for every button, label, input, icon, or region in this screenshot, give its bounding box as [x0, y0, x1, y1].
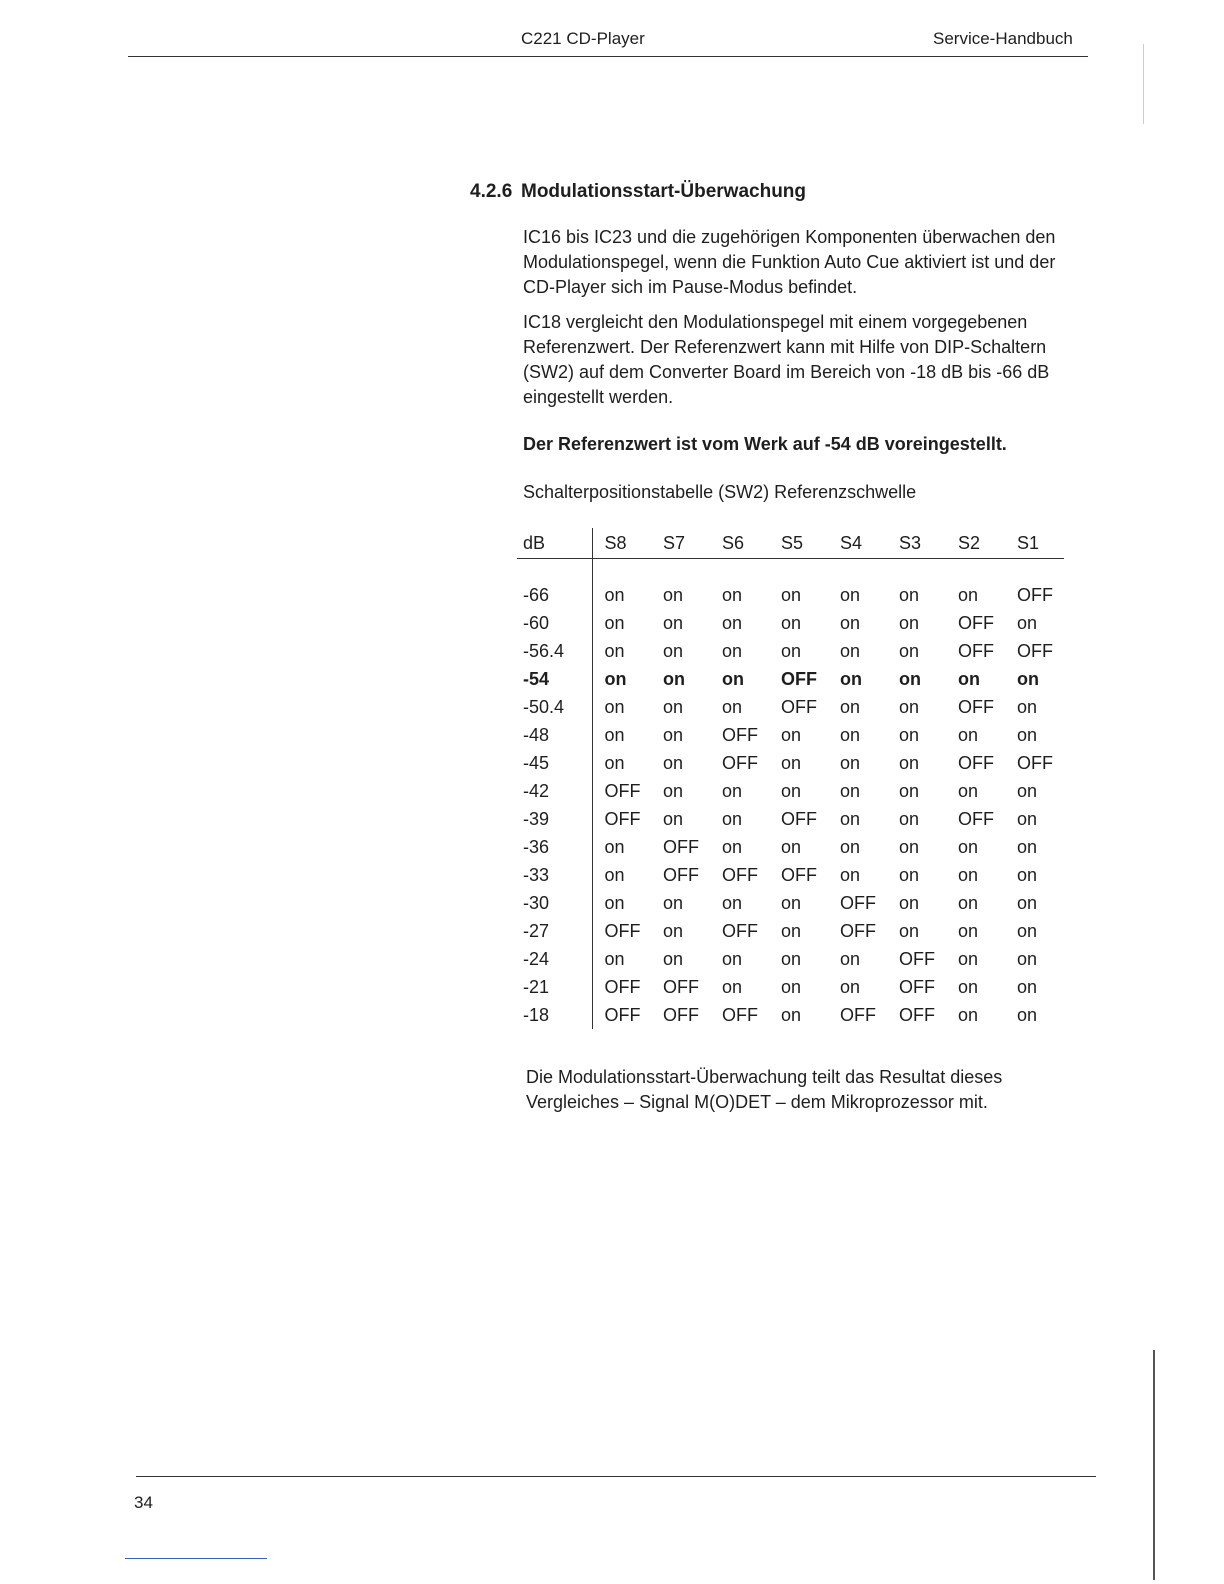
switch-state-cell: on	[958, 724, 979, 745]
switch-state-cell: OFF	[722, 864, 758, 885]
switch-state-cell: on	[604, 584, 625, 605]
db-value-cell: -24	[517, 945, 592, 973]
scan-edge-mark	[1153, 1350, 1155, 1580]
paragraph-factory-default: Der Referenzwert ist vom Werk auf -54 dB voreingestellt.	[523, 434, 1007, 454]
column-header-s4: S4	[828, 528, 887, 559]
switch-state-cell: OFF	[722, 920, 758, 941]
switch-state-cell: on	[899, 808, 920, 829]
db-value-cell: -39	[517, 805, 592, 833]
switch-state-cell: OFF	[663, 976, 699, 997]
db-value-cell: -33	[517, 861, 592, 889]
switch-state-cell: OFF	[663, 864, 699, 885]
table-row	[517, 805, 1064, 833]
switch-state-cell: on	[899, 640, 920, 661]
switch-state-cell: on	[604, 752, 625, 773]
switch-state-cell: on	[1017, 612, 1038, 633]
switch-state-cell: on	[663, 948, 684, 969]
switch-state-cell: on	[840, 864, 861, 885]
switch-state-cell: on	[1017, 892, 1038, 913]
table-row	[517, 917, 1064, 945]
switch-state-cell: OFF	[604, 808, 641, 829]
scan-edge-mark-top	[1143, 44, 1144, 124]
switch-state-cell: on	[781, 836, 802, 857]
db-value-cell: -21	[517, 973, 592, 1001]
db-value-cell: -54	[517, 665, 592, 693]
switch-state-cell: on	[958, 668, 980, 689]
switch-state-cell: on	[1017, 696, 1038, 717]
switch-state-cell: on	[781, 724, 802, 745]
switch-state-cell: on	[722, 808, 743, 829]
column-header-s5: S5	[769, 528, 828, 559]
switch-state-cell: OFF	[1017, 584, 1053, 605]
switch-state-cell: on	[899, 864, 920, 885]
db-value-cell: -36	[517, 833, 592, 861]
switch-state-cell: on	[663, 640, 684, 661]
switch-state-cell: on	[899, 584, 920, 605]
switch-state-cell: on	[840, 752, 861, 773]
table-row	[517, 581, 1064, 609]
switch-state-cell: on	[722, 640, 743, 661]
switch-state-cell: OFF	[1017, 752, 1053, 773]
switch-state-cell: on	[604, 948, 625, 969]
switch-state-cell: on	[722, 892, 743, 913]
switch-state-cell: OFF	[958, 612, 994, 633]
table-row	[517, 609, 1064, 637]
switch-state-cell: on	[1017, 668, 1039, 689]
switch-state-cell: on	[958, 948, 979, 969]
switch-state-cell: on	[958, 1004, 979, 1025]
switch-state-cell: on	[781, 780, 802, 801]
switch-state-cell: OFF	[899, 948, 935, 969]
switch-state-cell: on	[899, 892, 920, 913]
switch-state-cell: on	[840, 780, 861, 801]
switch-state-cell: on	[899, 668, 921, 689]
switch-state-cell: on	[781, 612, 802, 633]
switch-state-cell: on	[840, 948, 861, 969]
switch-state-cell: on	[722, 668, 744, 689]
switch-state-cell: on	[722, 780, 743, 801]
switch-state-cell: OFF	[958, 752, 994, 773]
db-value-cell: -27	[517, 917, 592, 945]
switch-state-cell: on	[1017, 976, 1038, 997]
switch-state-cell: OFF	[840, 892, 876, 913]
table-row	[517, 665, 1064, 693]
switch-state-cell: on	[958, 780, 979, 801]
switch-state-cell: OFF	[604, 920, 641, 941]
switch-state-cell: on	[840, 640, 861, 661]
switch-state-cell: on	[840, 976, 861, 997]
switch-state-cell: on	[958, 584, 979, 605]
switch-state-cell: on	[722, 976, 743, 997]
db-value-cell: -56.4	[517, 637, 592, 665]
switch-state-cell: on	[899, 780, 920, 801]
switch-state-cell: OFF	[958, 696, 994, 717]
table-caption: Schalterpositionstabelle (SW2) Referenzschwelle	[523, 482, 917, 502]
header-document-type: Service-Handbuch	[933, 29, 1073, 48]
column-header-db: dB	[517, 528, 592, 559]
switch-state-cell: OFF	[1017, 640, 1053, 661]
switch-state-cell: OFF	[840, 1004, 876, 1025]
switch-state-cell: on	[781, 948, 802, 969]
switch-state-cell: on	[840, 668, 862, 689]
column-header-s2: S2	[946, 528, 1005, 559]
switch-state-cell: on	[604, 668, 627, 689]
switch-state-cell: on	[663, 892, 684, 913]
header-rule	[128, 56, 1088, 57]
paragraph-intro: IC16 bis IC23 und die zugehörigen Komponenten überwachen den Modulationspegel, wenn die Funktion Auto Cue aktiviert ist und der CD-Player sich im Pause-Modus befindet.	[523, 227, 1056, 297]
switch-state-cell: on	[604, 836, 625, 857]
switch-state-cell: OFF	[663, 1004, 699, 1025]
switch-state-cell: OFF	[722, 1004, 758, 1025]
switch-state-cell: OFF	[604, 976, 641, 997]
switch-state-cell: on	[840, 696, 861, 717]
switch-state-cell: OFF	[781, 864, 817, 885]
paragraph-reference: IC18 vergleicht den Modulationspegel mit einem vorgegebenen Referenzwert. Der Referenzwert kann mit Hilfe von DIP-Schaltern (SW2) auf dem Converter Board im Bereich von -18 dB bis -66 dB eingestellt werden.	[523, 312, 1050, 407]
db-value-cell: -66	[517, 581, 592, 609]
switch-state-cell: on	[781, 1004, 802, 1025]
switch-state-cell: on	[663, 920, 684, 941]
switch-state-cell: on	[722, 948, 743, 969]
switch-state-cell: on	[663, 584, 684, 605]
switch-state-cell: on	[899, 920, 920, 941]
switch-state-cell: on	[604, 892, 625, 913]
switch-state-cell: on	[899, 612, 920, 633]
switch-state-cell: on	[604, 612, 625, 633]
table-spacer-row	[517, 559, 1064, 582]
column-header-s8: S8	[592, 528, 651, 559]
switch-position-table	[517, 528, 1064, 1029]
switch-state-cell: on	[604, 640, 625, 661]
switch-state-cell: on	[781, 976, 802, 997]
db-value-cell: -48	[517, 721, 592, 749]
switch-state-cell: on	[1017, 948, 1038, 969]
switch-state-cell: on	[1017, 1004, 1038, 1025]
table-row	[517, 777, 1064, 805]
switch-state-cell: on	[663, 808, 684, 829]
switch-state-cell: on	[958, 836, 979, 857]
db-value-cell: -60	[517, 609, 592, 637]
table-row	[517, 973, 1064, 1001]
switch-state-cell: on	[604, 864, 625, 885]
switch-state-cell: on	[663, 724, 684, 745]
table-row	[517, 833, 1064, 861]
db-value-cell: -18	[517, 1001, 592, 1029]
section-title: Modulationsstart-Überwachung	[521, 181, 807, 202]
switch-state-cell: OFF	[899, 1004, 935, 1025]
table-row	[517, 1001, 1064, 1029]
switch-state-cell: OFF	[781, 808, 817, 829]
switch-state-cell: on	[899, 836, 920, 857]
column-header-s6: S6	[710, 528, 769, 559]
switch-state-cell: OFF	[722, 752, 758, 773]
switch-state-cell: on	[1017, 780, 1038, 801]
db-value-cell: -42	[517, 777, 592, 805]
switch-state-cell: OFF	[781, 696, 817, 717]
switch-state-cell: on	[663, 696, 684, 717]
switch-state-cell: on	[958, 892, 979, 913]
table-row	[517, 861, 1064, 889]
switch-state-cell: OFF	[604, 1004, 641, 1025]
switch-state-cell: OFF	[840, 920, 876, 941]
switch-state-cell: on	[840, 836, 861, 857]
switch-state-cell: on	[1017, 724, 1038, 745]
table-row	[517, 945, 1064, 973]
table-row	[517, 889, 1064, 917]
footer-rule	[136, 1476, 1096, 1477]
section-number: 4.2.6	[470, 181, 513, 202]
db-value-cell: -30	[517, 889, 592, 917]
switch-state-cell: on	[899, 724, 920, 745]
column-header-s3: S3	[887, 528, 946, 559]
switch-state-cell: on	[1017, 808, 1038, 829]
table-row	[517, 749, 1064, 777]
table-header-row	[517, 528, 1064, 559]
switch-state-cell: on	[604, 724, 625, 745]
switch-state-cell: on	[1017, 920, 1038, 941]
switch-state-cell: on	[722, 696, 743, 717]
switch-state-cell: on	[840, 612, 861, 633]
db-value-cell: -45	[517, 749, 592, 777]
table-row	[517, 637, 1064, 665]
switch-state-cell: on	[781, 892, 802, 913]
switch-state-cell: on	[1017, 836, 1038, 857]
switch-state-cell: on	[840, 584, 861, 605]
switch-state-cell: OFF	[958, 640, 994, 661]
section-heading	[470, 181, 806, 203]
switch-state-cell: on	[663, 668, 685, 689]
table-row	[517, 693, 1064, 721]
switch-state-cell: on	[840, 808, 861, 829]
column-header-s7: S7	[651, 528, 710, 559]
switch-state-cell: OFF	[722, 724, 758, 745]
switch-state-cell: OFF	[781, 668, 817, 689]
scan-blue-mark	[125, 1558, 267, 1559]
switch-state-cell: on	[663, 612, 684, 633]
switch-state-cell: on	[604, 696, 625, 717]
switch-state-cell: on	[781, 920, 802, 941]
switch-state-cell: on	[958, 976, 979, 997]
switch-state-cell: on	[722, 584, 743, 605]
switch-state-cell: on	[722, 612, 743, 633]
switch-state-cell: on	[781, 752, 802, 773]
table-row	[517, 721, 1064, 749]
switch-state-cell: OFF	[604, 780, 641, 801]
switch-state-cell: OFF	[899, 976, 935, 997]
switch-state-cell: on	[958, 864, 979, 885]
switch-state-cell: on	[1017, 864, 1038, 885]
switch-state-cell: on	[781, 584, 802, 605]
switch-state-cell: on	[840, 724, 861, 745]
switch-state-cell: OFF	[663, 836, 699, 857]
switch-state-cell: on	[958, 920, 979, 941]
switch-state-cell: on	[722, 836, 743, 857]
switch-state-cell: on	[899, 696, 920, 717]
paragraph-result: Die Modulationsstart-Überwachung teilt das Resultat dieses Vergleiches – Signal M(O)DET – dem Mikroprozessor mit.	[526, 1067, 1003, 1112]
switch-state-cell: on	[663, 752, 684, 773]
column-header-s1: S1	[1005, 528, 1064, 559]
db-value-cell: -50.4	[517, 693, 592, 721]
header-title: C221 CD-Player	[521, 29, 645, 48]
switch-state-cell: OFF	[958, 808, 994, 829]
switch-state-cell: on	[899, 752, 920, 773]
switch-state-cell: on	[781, 640, 802, 661]
page-number: 34	[134, 1493, 153, 1512]
switch-state-cell: on	[663, 780, 684, 801]
